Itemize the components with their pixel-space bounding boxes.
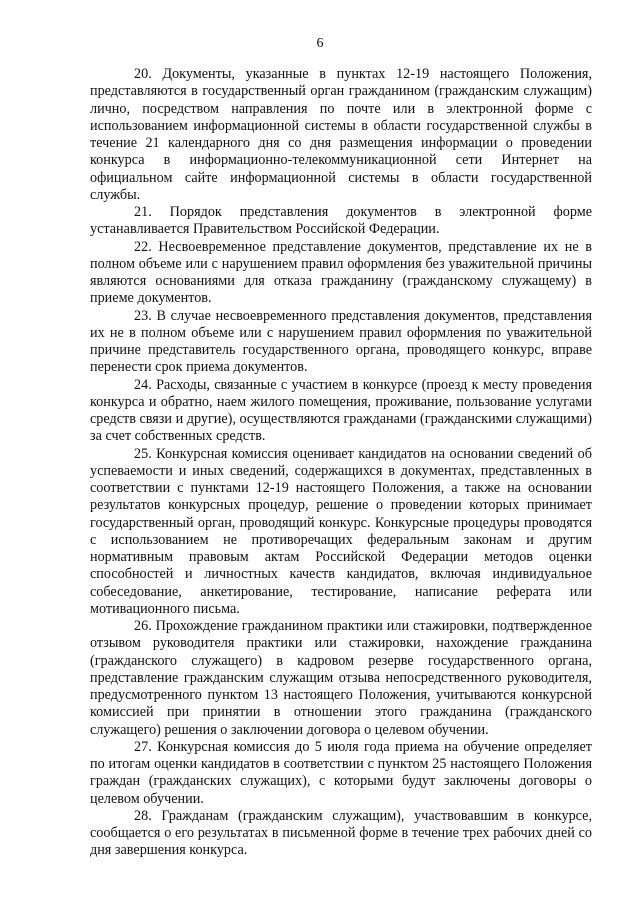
paragraph-27: 27. Конкурсная комиссия до 5 июля года приема на обучение определяет по итогам оценки кандидатов в соответствии с пунктом 25 настоящего Положения граждан (гражданских служащих), с которыми будут заключены договоры о целевом обучении. <box>90 738 592 807</box>
paragraph-20: 20. Документы, указанные в пунктах 12-19 настоящего Положения, представляются в государственный орган гражданином (гражданским служащим) лично, посредством направления по почте или в электронной форме с использованием информационной системы в области государственной службы в течение 21 календарного дня со дня размещения информации о проведении конкурса в информационно-телекоммуникационной сети Интернет на официальном сайте информационной системы в области государственной службы. <box>90 66 592 203</box>
paragraph-23: 23. В случае несвоевременного представления документов, представления их не в полном объеме или с нарушением правил оформления по уважительной причине представитель государственного органа, проводящего конкурс, вправе перенести срок приема документов. <box>90 307 592 376</box>
paragraph-25: 25. Конкурсная комиссия оценивает кандидатов на основании сведений об успеваемости и иных сведений, содержащихся в документах, представленных в соответствии с пунктами 12-19 настоящего Положения, а также на основании результатов конкурсных процедур, решение о проведении которых принимает государственный орган, проводящий конкурс. Конкурсные процедуры проводятся с использованием не противоречащих федеральным законам и другим нормативным правовым актам Российской Федерации методов оценки способностей и личностных качеств кандидатов, включая индивидуальное собеседование, анкетирование, тестирование, написание реферата или мотивационного письма. <box>90 445 592 617</box>
document-body <box>90 66 592 860</box>
paragraph-24: 24. Расходы, связанные с участием в конкурсе (проезд к месту проведения конкурса и обратно, наем жилого помещения, проживание, пользование услугами средств связи и другие), осуществляются гражданами (гражданскими служащими) за счет собственных средств. <box>90 376 592 445</box>
page-number: 6 <box>316 36 324 51</box>
paragraph-22: 22. Несвоевременное представление документов, представление их не в полном объеме или с нарушением правил оформления без уважительной причины являются основаниями для отказа гражданину (гражданскому служащему) в приеме документов. <box>90 238 592 307</box>
paragraph-21: 21. Порядок представления документов в электронной форме устанавливается Правительством Российской Федерации. <box>90 204 592 238</box>
paragraph-28: 28. Гражданам (гражданским служащим), участвовавшим в конкурсе, сообщается о его результатах в письменной форме в течение трех рабочих дней со дня завершения конкурса. <box>90 807 592 859</box>
paragraph-26: 26. Прохождение гражданином практики или стажировки, подтвержденное отзывом руководителя практики или стажировки, нахождение гражданина (гражданского служащего) в кадровом резерве государственного органа, представление гражданским служащим отзыва непосредственного руководителя, предусмотренного пунктом 13 настоящего Положения, учитываются конкурсной комиссией при принятии в отношении этого гражданина (гражданского служащего) решения о заключении договора о целевом обучении. <box>90 618 592 738</box>
